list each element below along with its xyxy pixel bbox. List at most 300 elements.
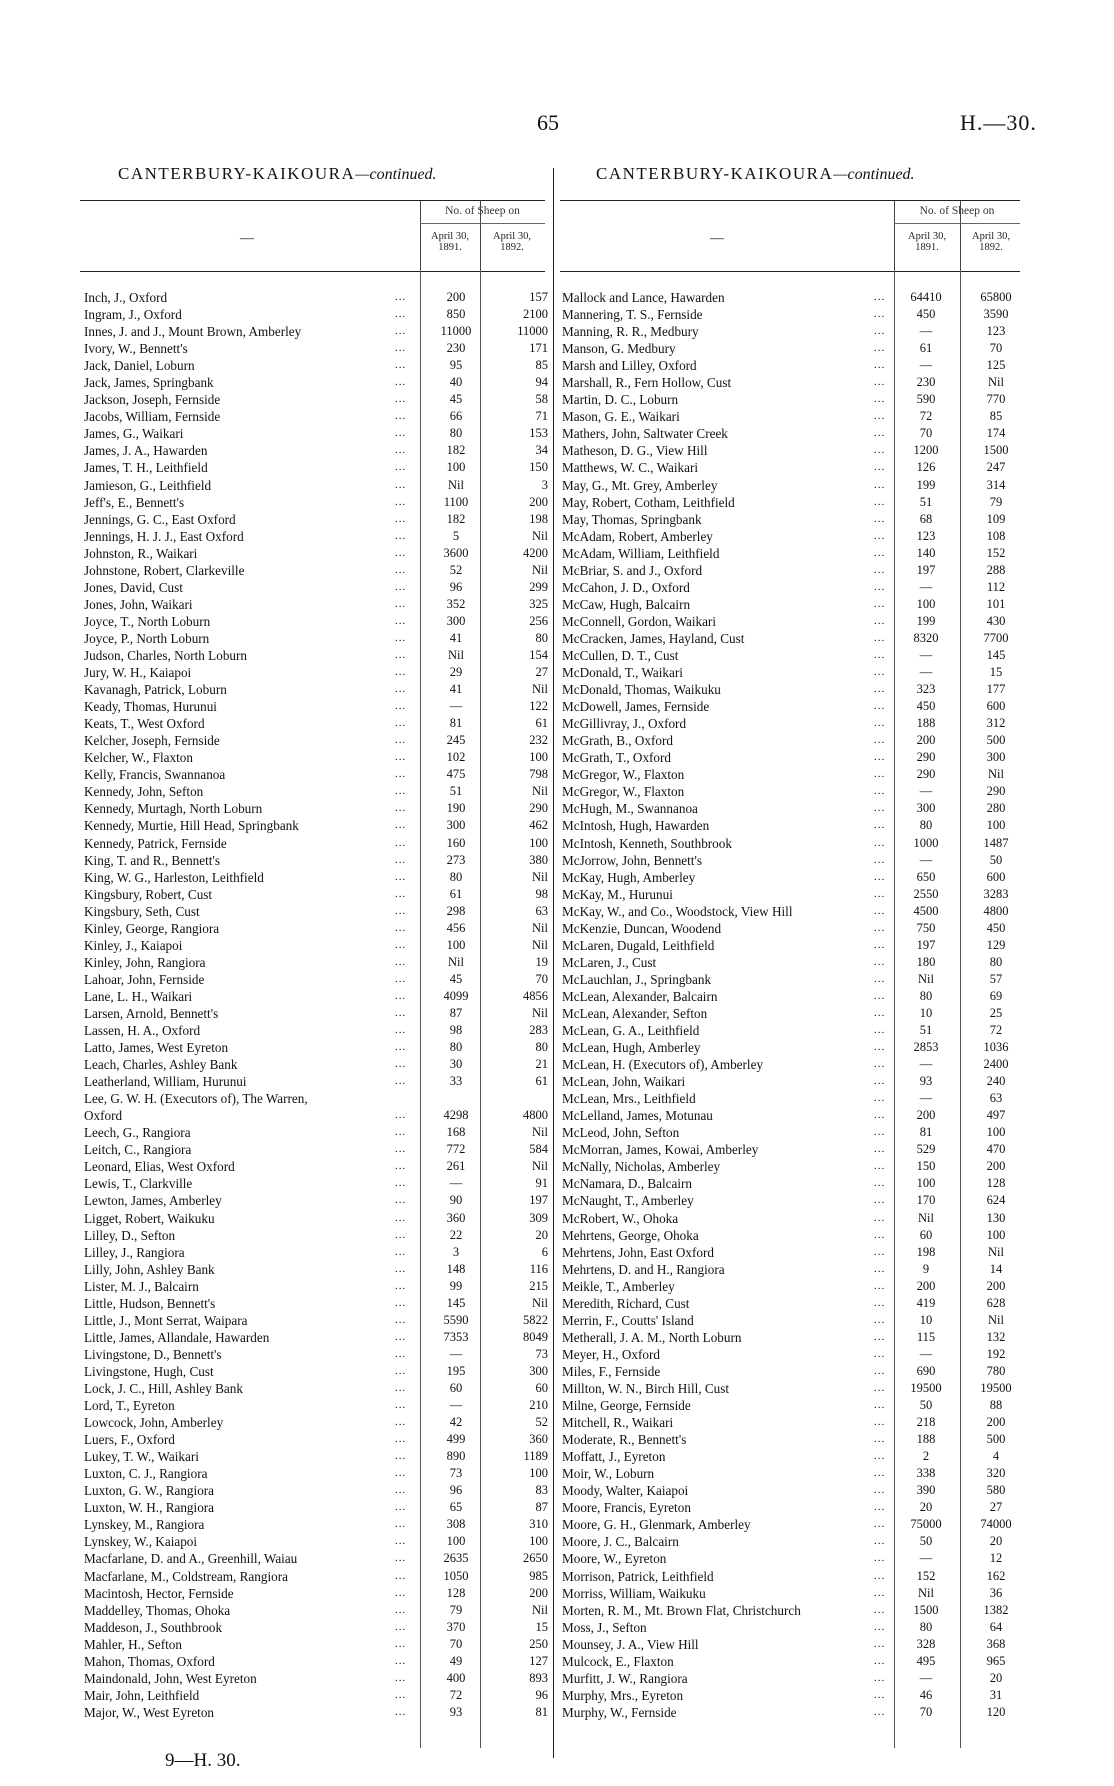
sheep-1892: 1487 (983, 835, 1009, 850)
owner-name: Leatherland, William, Hurunui (84, 1074, 247, 1090)
sheep-1892: 798 (529, 767, 548, 782)
owner-name: Matthews, W. C., Waikari (562, 460, 699, 476)
leader-dots: ... (874, 768, 886, 781)
sheep-1892: 61 (535, 1074, 548, 1089)
sheep-1891: 160 (446, 835, 466, 850)
owner-name: Kennedy, Murtagh, North Loburn (84, 801, 263, 817)
leader-dots: ... (395, 631, 407, 644)
sheep-1892: 4 (992, 1449, 1000, 1464)
leader-dots: ... (395, 1569, 407, 1582)
owner-name: Keats, T., West Oxford (84, 716, 205, 732)
sheep-1891: 3600 (443, 545, 469, 560)
sheep-1891: 19500 (910, 1381, 942, 1395)
leader-dots: ... (395, 1228, 407, 1241)
sheep-1892: 100 (529, 1466, 548, 1481)
sheep-1892: 63 (989, 1091, 1003, 1106)
owner-name: Lister, M. J., Balcairn (84, 1278, 199, 1294)
sheep-1892: 85 (989, 409, 1003, 424)
sheep-1892: 320 (986, 1466, 1006, 1481)
owner-name: Ingram, J., Oxford (84, 307, 182, 323)
leader-dots: ... (874, 1126, 886, 1139)
sheep-1891: 261 (446, 1159, 466, 1174)
leader-dots: ... (874, 1484, 886, 1497)
sheep-1891: 1000 (913, 835, 939, 850)
leader-dots: ... (874, 989, 886, 1002)
owner-name: Ivory, W., Bennett's (84, 341, 188, 357)
owner-name: McCullen, D. T., Cust (562, 647, 679, 663)
leader-dots: ... (395, 512, 407, 525)
owner-name: King, T. and R., Bennett's (84, 852, 220, 868)
sheep-1891: 2550 (913, 886, 939, 901)
owner-name: Maindonald, John, West Eyreton (84, 1670, 257, 1686)
leader-dots: ... (874, 1433, 886, 1446)
leader-dots: ... (395, 1654, 407, 1667)
leader-dots: ... (395, 1688, 407, 1701)
leader-dots: ... (874, 1705, 886, 1718)
sheep-1891: 102 (446, 750, 466, 765)
sheep-1892: 247 (986, 460, 1006, 475)
sheep-1891: 218 (916, 1415, 936, 1430)
owner-name: McConnell, Gordon, Waikari (562, 613, 716, 629)
leader-dots: ... (395, 1058, 407, 1071)
owner-name: Luxton, C. J., Rangiora (84, 1466, 208, 1482)
owner-name: Livingstone, Hugh, Cust (84, 1363, 214, 1379)
sheep-1892: 177 (986, 682, 1006, 697)
sheep-1891: 200 (916, 1108, 936, 1123)
sheep-1892: 1036 (983, 1040, 1009, 1055)
owner-name: McDowell, James, Fernside (562, 699, 710, 715)
sheep-1891: 40 (449, 375, 463, 390)
leader-dots: ... (874, 1041, 886, 1054)
sheep-1892: 288 (986, 562, 1006, 577)
leader-dots: ... (395, 1364, 407, 1377)
leader-dots: ... (874, 478, 886, 491)
owner-name: Mair, John, Leithfield (84, 1687, 200, 1703)
sheep-1891: 529 (916, 1142, 936, 1157)
leader-dots: ... (874, 648, 886, 661)
leader-dots: ... (395, 1603, 407, 1616)
owner-name: McGillivray, J., Oxford (562, 716, 687, 732)
sheep-1891: 51 (449, 784, 463, 799)
sheep-1892: 80 (535, 1040, 548, 1055)
leader-dots: ... (874, 1654, 886, 1667)
owner-name: Moffatt, J., Eyreton (562, 1449, 666, 1465)
sheep-1892: 100 (986, 1227, 1006, 1242)
sheep-1892: 600 (986, 699, 1006, 714)
owner-name: Lilly, John, Ashley Bank (84, 1261, 215, 1277)
leader-dots: ... (874, 734, 886, 747)
leader-dots: ... (874, 1160, 886, 1173)
leader-dots: ... (395, 955, 407, 968)
sheep-1891: 8320 (913, 630, 939, 645)
leader-dots: ... (874, 1603, 886, 1616)
sheep-1891: 188 (916, 716, 936, 731)
sheep-1892: 290 (986, 784, 1006, 799)
sheep-1891: 495 (916, 1653, 936, 1668)
owner-name: McLean, Alexander, Sefton (562, 1005, 708, 1021)
owner-name: Metherall, J. A. M., North Loburn (562, 1329, 742, 1345)
sheep-1891: — (919, 665, 933, 680)
leader-dots: ... (874, 1467, 886, 1480)
owner-name: McKay, M., Hurunui (562, 886, 673, 902)
owner-name: Moss, J., Sefton (562, 1619, 647, 1635)
sheep-1891: 33 (449, 1074, 463, 1089)
owner-name: McHugh, M., Swannanoa (562, 801, 698, 817)
sheep-1892: 50 (989, 852, 1003, 867)
leader-dots: ... (395, 1347, 407, 1360)
owner-name: Leech, G., Rangiora (84, 1125, 191, 1141)
leader-dots: ... (395, 1637, 407, 1650)
leader-dots: ... (395, 444, 407, 457)
owner-name: Murphy, W., Fernside (562, 1704, 677, 1720)
sheep-1892: 200 (986, 1159, 1006, 1174)
leader-dots: ... (395, 1450, 407, 1463)
leader-dots: ... (395, 597, 407, 610)
leader-dots: ... (395, 1211, 407, 1224)
sheep-1892: 192 (986, 1346, 1006, 1361)
sheep-1892: 152 (986, 545, 1006, 560)
sheep-1891: Nil (448, 477, 464, 492)
sheep-1892: 8049 (523, 1329, 548, 1344)
sheep-1892: 312 (986, 716, 1006, 731)
leader-dots: ... (395, 1160, 407, 1173)
sheep-1891: Nil (918, 1210, 934, 1225)
owner-name: Lock, J. C., Hill, Ashley Bank (84, 1381, 243, 1396)
owner-name: Mason, G. E., Waikari (562, 409, 680, 425)
leader-dots: ... (395, 1705, 407, 1718)
owner-name: Meredith, Richard, Cust (562, 1295, 690, 1311)
sheep-1891: 72 (449, 1687, 463, 1702)
leader-dots: ... (395, 700, 407, 713)
owner-name: Meikle, T., Amberley (562, 1278, 675, 1294)
owner-name: McGregor, W., Flaxton (562, 767, 685, 783)
leader-dots: ... (395, 529, 407, 542)
sheep-1891: 750 (916, 920, 936, 935)
sheep-1891: 199 (916, 613, 936, 628)
owner-name: Morriss, William, Waikuku (562, 1585, 706, 1601)
sheep-1891: 93 (919, 1074, 933, 1089)
sheep-1891: 10 (919, 1005, 933, 1020)
sheep-1892: 83 (535, 1483, 548, 1498)
owner-name: James, G., Waikari (84, 426, 184, 442)
sheep-1891: 690 (916, 1363, 936, 1378)
owner-name: Kennedy, Murtie, Hill Head, Springbank (84, 818, 299, 834)
sheep-1892: 174 (986, 426, 1006, 441)
sheep-1892: 3283 (983, 886, 1009, 901)
sheep-1892: 368 (986, 1636, 1006, 1651)
leader-dots: ... (874, 1688, 886, 1701)
owner-name: Macfarlane, D. and A., Greenhill, Waiau (84, 1551, 298, 1567)
sheep-1892: 116 (529, 1261, 548, 1276)
sheep-1891: 1500 (913, 1602, 939, 1617)
owner-name: Merrin, F., Coutts' Island (562, 1312, 694, 1328)
sheep-1891: 80 (449, 426, 463, 441)
owner-name: Mahon, Thomas, Oxford (84, 1653, 215, 1669)
leader-dots: ... (395, 1143, 407, 1156)
sheep-1891: 200 (446, 290, 466, 304)
leader-dots: ... (395, 1416, 407, 1429)
leader-dots: ... (874, 751, 886, 764)
sheep-1892: Nil (532, 1005, 548, 1020)
sheep-1892: 12 (989, 1551, 1003, 1566)
owner-name: James, J. A., Hawarden (84, 443, 208, 459)
owner-name: Milne, George, Fernside (562, 1398, 691, 1414)
leader-dots: ... (395, 802, 407, 815)
sheep-1892: 88 (989, 1398, 1003, 1413)
sheep-1892: 132 (986, 1329, 1006, 1344)
sheep-1892: 1189 (523, 1449, 548, 1464)
leader-dots: ... (874, 614, 886, 627)
owner-name: McDonald, Thomas, Waikuku (562, 682, 721, 698)
sheep-1892: 96 (535, 1687, 548, 1702)
sheep-1891: 46 (919, 1687, 933, 1702)
sheep-1891: 68 (919, 511, 933, 526)
sheep-1891: 61 (919, 341, 933, 356)
sheep-1891: 197 (916, 937, 936, 952)
sheep-1891: 60 (919, 1227, 933, 1242)
leader-dots: ... (874, 921, 886, 934)
sheep-1892: 52 (535, 1415, 548, 1430)
sheep-1892: 4800 (523, 1108, 548, 1123)
sheep-1892: 27 (535, 665, 548, 680)
sheep-1892: 21 (535, 1057, 548, 1072)
sheep-1892: 314 (986, 477, 1006, 492)
owner-name: McLeod, John, Sefton (562, 1125, 680, 1141)
page-footer: 9—H. 30. (165, 1750, 241, 1771)
leader-dots: ... (874, 700, 886, 713)
leader-dots: ... (395, 666, 407, 679)
sheep-1891: 123 (916, 528, 936, 543)
owner-name: Moore, Francis, Eyreton (562, 1500, 691, 1516)
sheep-1892: 70 (535, 971, 548, 986)
sheep-1892: 25 (989, 1005, 1003, 1020)
sheep-1891: Nil (918, 1585, 934, 1600)
leader-dots: ... (395, 921, 407, 934)
sheep-1891: 49 (449, 1653, 463, 1668)
leader-dots: ... (395, 614, 407, 627)
owner-name: McLelland, James, Motunau (562, 1108, 713, 1124)
owner-name: Innes, J. and J., Mount Brown, Amberley (84, 324, 302, 340)
sheep-1892: 197 (529, 1193, 548, 1208)
sheep-1891: 115 (916, 1329, 936, 1344)
sheep-1892: 81 (535, 1704, 548, 1719)
sheep-1892: 70 (989, 341, 1003, 356)
leader-dots: ... (874, 1364, 886, 1377)
owner-name: Kingsbury, Seth, Cust (84, 903, 200, 919)
leader-dots: ... (874, 1535, 886, 1548)
sheep-1892: 240 (986, 1074, 1006, 1089)
sheep-1892: 129 (986, 937, 1006, 952)
sheep-1891: — (919, 1091, 933, 1106)
leader-dots: ... (395, 410, 407, 423)
sheep-1892: 1382 (983, 1602, 1009, 1617)
sheep-1891: 50 (919, 1534, 933, 1549)
leader-dots: ... (395, 478, 407, 491)
sheep-1891: 145 (446, 1295, 466, 1310)
sheep-1891: 20 (919, 1500, 933, 1515)
sheep-1891: — (919, 1346, 933, 1361)
sheep-1891: 5590 (443, 1312, 469, 1327)
owner-name: Meyer, H., Oxford (562, 1346, 660, 1362)
owner-name: Jones, John, Waikari (84, 596, 193, 612)
owner-name: Jackson, Joseph, Fernside (84, 392, 221, 408)
leader-dots: ... (874, 717, 886, 730)
sheep-1892: 290 (529, 801, 548, 816)
sheep-1891: Nil (448, 647, 464, 662)
sheep-1892: 4200 (523, 545, 548, 560)
sheep-1891: 81 (449, 716, 463, 731)
leader-dots: ... (395, 785, 407, 798)
owner-name: McNaught, T., Amberley (562, 1193, 694, 1209)
sheep-1891: — (919, 1551, 933, 1566)
sheep-1892: 64 (989, 1619, 1003, 1634)
leader-dots: ... (874, 563, 886, 576)
owner-name: Johnston, R., Waikari (84, 545, 198, 561)
document-reference: H.—30. (960, 110, 1037, 135)
leader-dots: ... (395, 836, 407, 849)
sheep-1892: 250 (529, 1636, 548, 1651)
sheep-1891: — (449, 1176, 463, 1191)
sheep-1891: 290 (916, 750, 936, 765)
leader-dots: ... (395, 1330, 407, 1343)
owner-name: Jennings, G. C., East Oxford (84, 511, 236, 527)
leader-dots: ... (874, 1450, 886, 1463)
sheep-1892: Nil (988, 1312, 1004, 1327)
owner-name: Macfarlane, M., Coldstream, Rangiora (84, 1568, 288, 1584)
sheep-1891: 148 (446, 1261, 466, 1276)
sheep-1891: 150 (916, 1159, 936, 1174)
leader-dots: ... (874, 410, 886, 423)
leader-dots: ... (874, 1211, 886, 1224)
sheep-1892: 100 (529, 1534, 548, 1549)
col-1892-header: April 30, 1892. (493, 231, 531, 253)
owner-name: Kingsbury, Robert, Cust (84, 886, 213, 902)
sheep-1892: 6 (541, 1244, 548, 1259)
sheep-1891: 197 (916, 562, 936, 577)
sheep-1891: — (919, 784, 933, 799)
leader-dots: ... (395, 1126, 407, 1139)
sheep-1891: 4099 (443, 988, 469, 1003)
sheep-1892: 3590 (983, 307, 1009, 322)
leader-dots: ... (874, 666, 886, 679)
leader-dots: ... (395, 308, 407, 321)
sheep-1891: — (449, 699, 463, 714)
owner-name: McMorran, James, Kowai, Amberley (562, 1142, 759, 1158)
leader-dots: ... (395, 342, 407, 355)
owner-name: Little, Hudson, Bennett's (84, 1295, 216, 1311)
sheep-1891: 42 (449, 1415, 463, 1430)
sheep-1891: 73 (449, 1466, 463, 1481)
sheep-1891: 475 (446, 767, 466, 782)
sheep-1892: 130 (986, 1210, 1006, 1225)
sheep-1892: 100 (986, 818, 1006, 833)
sheep-1892: 470 (986, 1142, 1006, 1157)
owner-name: Kinley, George, Rangiora (84, 920, 220, 936)
sheep-1892: 122 (529, 699, 548, 714)
sheep-1891: 1100 (443, 494, 469, 509)
leader-dots: ... (395, 495, 407, 508)
sheep-1891: 81 (919, 1125, 933, 1140)
leader-dots: ... (395, 1535, 407, 1548)
owner-name: McNamara, D., Balcairn (562, 1176, 692, 1192)
owner-name: McLean, John, Waikari (562, 1074, 686, 1090)
leader-dots: ... (395, 938, 407, 951)
leader-dots: ... (395, 325, 407, 338)
sheep-1892: 200 (986, 1415, 1006, 1430)
leader-dots: ... (874, 512, 886, 525)
sheep-1892: 85 (535, 358, 548, 373)
owner-name: Lord, T., Eyreton (84, 1398, 175, 1414)
sheep-1892: 985 (529, 1568, 548, 1583)
sheep-1892: 893 (529, 1670, 548, 1685)
leader-dots: ... (874, 597, 886, 610)
sheep-1891: — (919, 852, 933, 867)
sheep-1891: 9 (922, 1261, 930, 1276)
leader-dots: ... (874, 1416, 886, 1429)
sheep-1892: 19 (535, 954, 548, 969)
owner-name: Martin, D. C., Loburn (562, 392, 679, 408)
owner-name: Latto, James, West Eyreton (84, 1040, 229, 1056)
leader-dots: ... (395, 683, 407, 696)
leader-dots: ... (395, 1399, 407, 1412)
leader-dots: ... (874, 393, 886, 406)
owner-name: McKay, W., and Co., Woodstock, View Hill (562, 903, 793, 919)
leader-dots: ... (395, 546, 407, 559)
sheep-1891: 300 (446, 818, 466, 833)
owner-name: McNally, Nicholas, Amberley (562, 1159, 721, 1175)
sheep-1892: 309 (529, 1210, 548, 1225)
leader-dots: ... (395, 563, 407, 576)
sheep-1891: 200 (916, 1278, 936, 1293)
sheep-1891: 50 (919, 1398, 933, 1413)
sheep-1891: 80 (919, 988, 933, 1003)
sheep-1891: 190 (446, 801, 466, 816)
leader-dots: ... (395, 1024, 407, 1037)
owner-name: Kinley, J., Kaiapoi (84, 937, 183, 953)
leader-dots: ... (874, 1194, 886, 1207)
leader-dots: ... (874, 546, 886, 559)
leader-dots: ... (874, 1228, 886, 1241)
leader-dots: ... (395, 768, 407, 781)
owner-name: Keady, Thomas, Hurunui (84, 699, 217, 715)
sheep-1891: 300 (446, 613, 466, 628)
leader-dots: ... (395, 972, 407, 985)
right-table-header (560, 200, 1020, 272)
sheep-1891: 80 (919, 1619, 933, 1634)
owner-name: Jennings, H. J. J., East Oxford (84, 528, 244, 544)
leader-dots: ... (395, 751, 407, 764)
sheep-1891: 65 (449, 1500, 463, 1515)
sheep-1891: 80 (449, 1040, 463, 1055)
sheep-1891: 390 (916, 1483, 936, 1498)
owner-name: Marsh and Lilley, Oxford (562, 358, 697, 374)
sheep-1892: 128 (986, 1176, 1006, 1191)
sheep-1891: 890 (446, 1449, 466, 1464)
name-column-header: — (240, 231, 254, 246)
owner-name: McLean, Hugh, Amberley (562, 1040, 701, 1056)
sheep-1891: 590 (916, 392, 936, 407)
sheep-1892: Nil (988, 1244, 1004, 1259)
sheep-1891: — (919, 579, 933, 594)
owner-name: McGrath, T., Oxford (562, 750, 672, 766)
leader-dots: ... (874, 444, 886, 457)
sheep-1891: 96 (449, 1483, 463, 1498)
sheep-1892: 232 (529, 733, 548, 748)
owner-name: Kelcher, Joseph, Fernside (84, 733, 220, 749)
leader-dots: ... (874, 1177, 886, 1190)
sheep-1891: 10 (919, 1312, 933, 1327)
sheep-1892: 500 (986, 1432, 1006, 1447)
